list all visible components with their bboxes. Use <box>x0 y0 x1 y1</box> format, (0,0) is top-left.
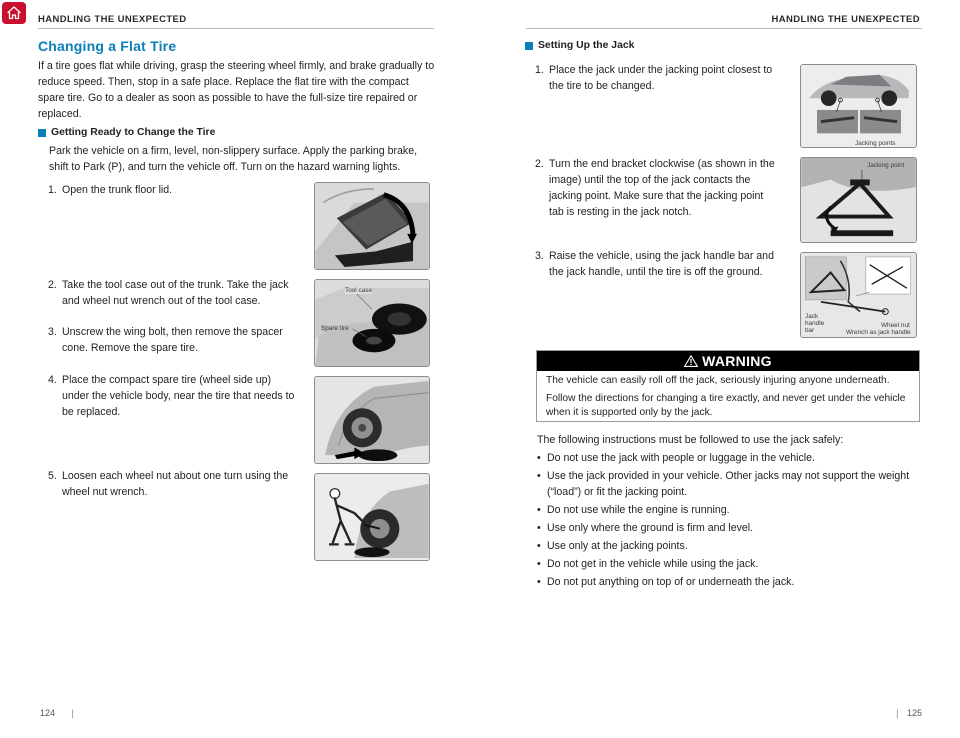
step-text: Open the trunk floor lid. <box>62 184 173 196</box>
step-number: 5. <box>48 470 57 482</box>
running-header-left: HANDLING THE UNEXPECTED <box>38 14 187 25</box>
page-number-divider: | <box>71 708 74 718</box>
getting-ready-paragraph: Park the vehicle on a firm, level, non-slippery surface. Apply the parking brake, shift to Park (P), and turn the vehicle off. Turn on the hazard warning lights. <box>49 145 418 173</box>
right-step-2 <box>535 156 775 220</box>
step-text: Turn the end bracket clockwise (as shown in the image) until the top of the jack contacts the jacking point. Make sure that the jacking point tab is resting in the jack notch. <box>549 158 775 218</box>
step-text: Loosen each wheel nut about one turn using the wheel nut wrench. <box>62 470 289 498</box>
step-number: 3. <box>48 326 57 338</box>
list-item: • Do not use while the engine is running. <box>537 504 730 516</box>
intro-paragraph: If a tire goes flat while driving, grasp the steering wheel firmly, and brake gradually to reduce speed. Then, stop in a safe place. Replace the flat tire with the compact spare tire. Go to a dealer as soon as possible to have the full-size tire repaired or replaced. <box>38 60 435 120</box>
warning-box <box>536 350 920 422</box>
right-step-1 <box>535 62 775 94</box>
jack-safety-instructions <box>537 432 917 592</box>
list-item-text: Do not put anything on top of or underneath the jack. <box>547 576 795 588</box>
page-number-left <box>40 708 74 718</box>
page-number-divider: | <box>896 708 899 718</box>
label-spare-tire: Spare tire <box>321 325 349 332</box>
label-tool-case: Tool case <box>345 287 372 294</box>
bullet-square-icon <box>525 42 533 50</box>
list-item: • Do not get in the vehicle while using the jack. <box>537 558 759 570</box>
figure-loosen-wheel-nuts <box>314 473 430 561</box>
label-jack-handle-bar-line1: Jack <box>805 313 819 320</box>
instructions-intro: The following instructions must be followed to use the jack safely: <box>537 434 844 446</box>
list-item: • Do not put anything on top of or underneath the jack. <box>537 576 795 588</box>
label-wrench-as-jack-handle: Wrench as jack handle <box>846 329 911 336</box>
header-rule-right <box>526 28 922 29</box>
label-jack-handle-bar <box>805 313 824 334</box>
step-text: Take the tool case out of the trunk. Take the jack and wheel nut wrench out of the tool case. <box>62 279 289 307</box>
page-number-right <box>896 708 922 718</box>
label-jacking-points: Jacking points <box>855 140 896 147</box>
list-item-text: Do not use while the engine is running. <box>547 504 730 516</box>
left-step-3 <box>48 324 296 356</box>
figure-jack-handle <box>800 252 917 338</box>
left-step-5 <box>48 468 296 500</box>
list-item-text: Use only at the jacking points. <box>547 540 688 552</box>
bullet-square-icon <box>38 129 46 137</box>
label-wheel-nut: Wheel nut <box>881 322 910 329</box>
subhead-getting-ready-text: Getting Ready to Change the Tire <box>51 127 216 138</box>
running-header-right: HANDLING THE UNEXPECTED <box>771 14 920 25</box>
list-item-text: Use the jack provided in your vehicle. Other jacks may not support the weight (“load”) or fit the jacking point. <box>547 470 910 498</box>
warning-line-2: Follow the directions for changing a tire exactly, and never get under the vehicle when it is supported only by the jack. <box>546 393 906 418</box>
figure-spare-under-vehicle <box>314 376 430 464</box>
step-text: Unscrew the wing bolt, then remove the spacer cone. Remove the spare tire. <box>62 326 283 354</box>
list-item: • Use only where the ground is firm and level. <box>537 522 754 534</box>
figure-tool-case-spare-tire <box>314 279 430 367</box>
list-item-text: Do not get in the vehicle while using the jack. <box>547 558 759 570</box>
step-number: 1. <box>48 184 57 196</box>
figure-jack-placement <box>800 157 917 243</box>
warning-triangle-icon <box>684 355 698 367</box>
label-jacking-point: Jacking point <box>867 162 905 169</box>
subhead-getting-ready <box>38 127 215 138</box>
home-icon <box>6 5 22 21</box>
step-text: Place the jack under the jacking point closest to the tire to be changed. <box>549 64 773 92</box>
step-text: Place the compact spare tire (wheel side up) under the vehicle body, near the tire that needs to be replaced. <box>62 374 295 418</box>
step-number: 3. <box>535 250 544 262</box>
instructions-list <box>537 450 917 590</box>
warning-header <box>537 351 919 371</box>
list-item-text: Use only where the ground is firm and level. <box>547 522 754 534</box>
page-number-left-value: 124 <box>40 708 56 718</box>
warning-line-1: The vehicle can easily roll off the jack, seriously injuring anyone underneath. <box>546 375 890 386</box>
warning-body <box>537 371 919 420</box>
step-number: 2. <box>48 279 57 291</box>
figure-jacking-points <box>800 64 917 148</box>
step-number: 4. <box>48 374 57 386</box>
list-item: • Do not use the jack with people or luggage in the vehicle. <box>537 452 815 464</box>
subhead-setting-up-jack <box>525 40 634 51</box>
list-item: • Use only at the jacking points. <box>537 540 688 552</box>
label-jack-handle-bar-line2: handle <box>805 320 825 327</box>
list-item-text: Do not use the jack with people or luggage in the vehicle. <box>547 452 815 464</box>
step-number: 1. <box>535 64 544 76</box>
left-step-1 <box>48 182 288 198</box>
left-step-4 <box>48 372 296 420</box>
list-item: • Use the jack provided in your vehicle. Other jacks may not support the weight (“load”) or fit the jacking point. <box>537 470 910 498</box>
label-jack-handle-bar-line3: bar <box>805 327 815 334</box>
right-step-3 <box>535 248 781 280</box>
page-number-right-value: 125 <box>906 708 922 718</box>
warning-title: WARNING <box>702 353 772 369</box>
home-button[interactable] <box>2 2 26 24</box>
step-number: 2. <box>535 158 544 170</box>
header-rule-left <box>38 28 434 29</box>
subhead-setting-up-jack-text: Setting Up the Jack <box>538 40 635 51</box>
figure-trunk-floor-lid <box>314 182 430 270</box>
step-text: Raise the vehicle, using the jack handle bar and the jack handle, until the tire is off the ground. <box>549 250 774 278</box>
left-step-2 <box>48 277 296 309</box>
section-title: Changing a Flat Tire <box>38 38 177 54</box>
